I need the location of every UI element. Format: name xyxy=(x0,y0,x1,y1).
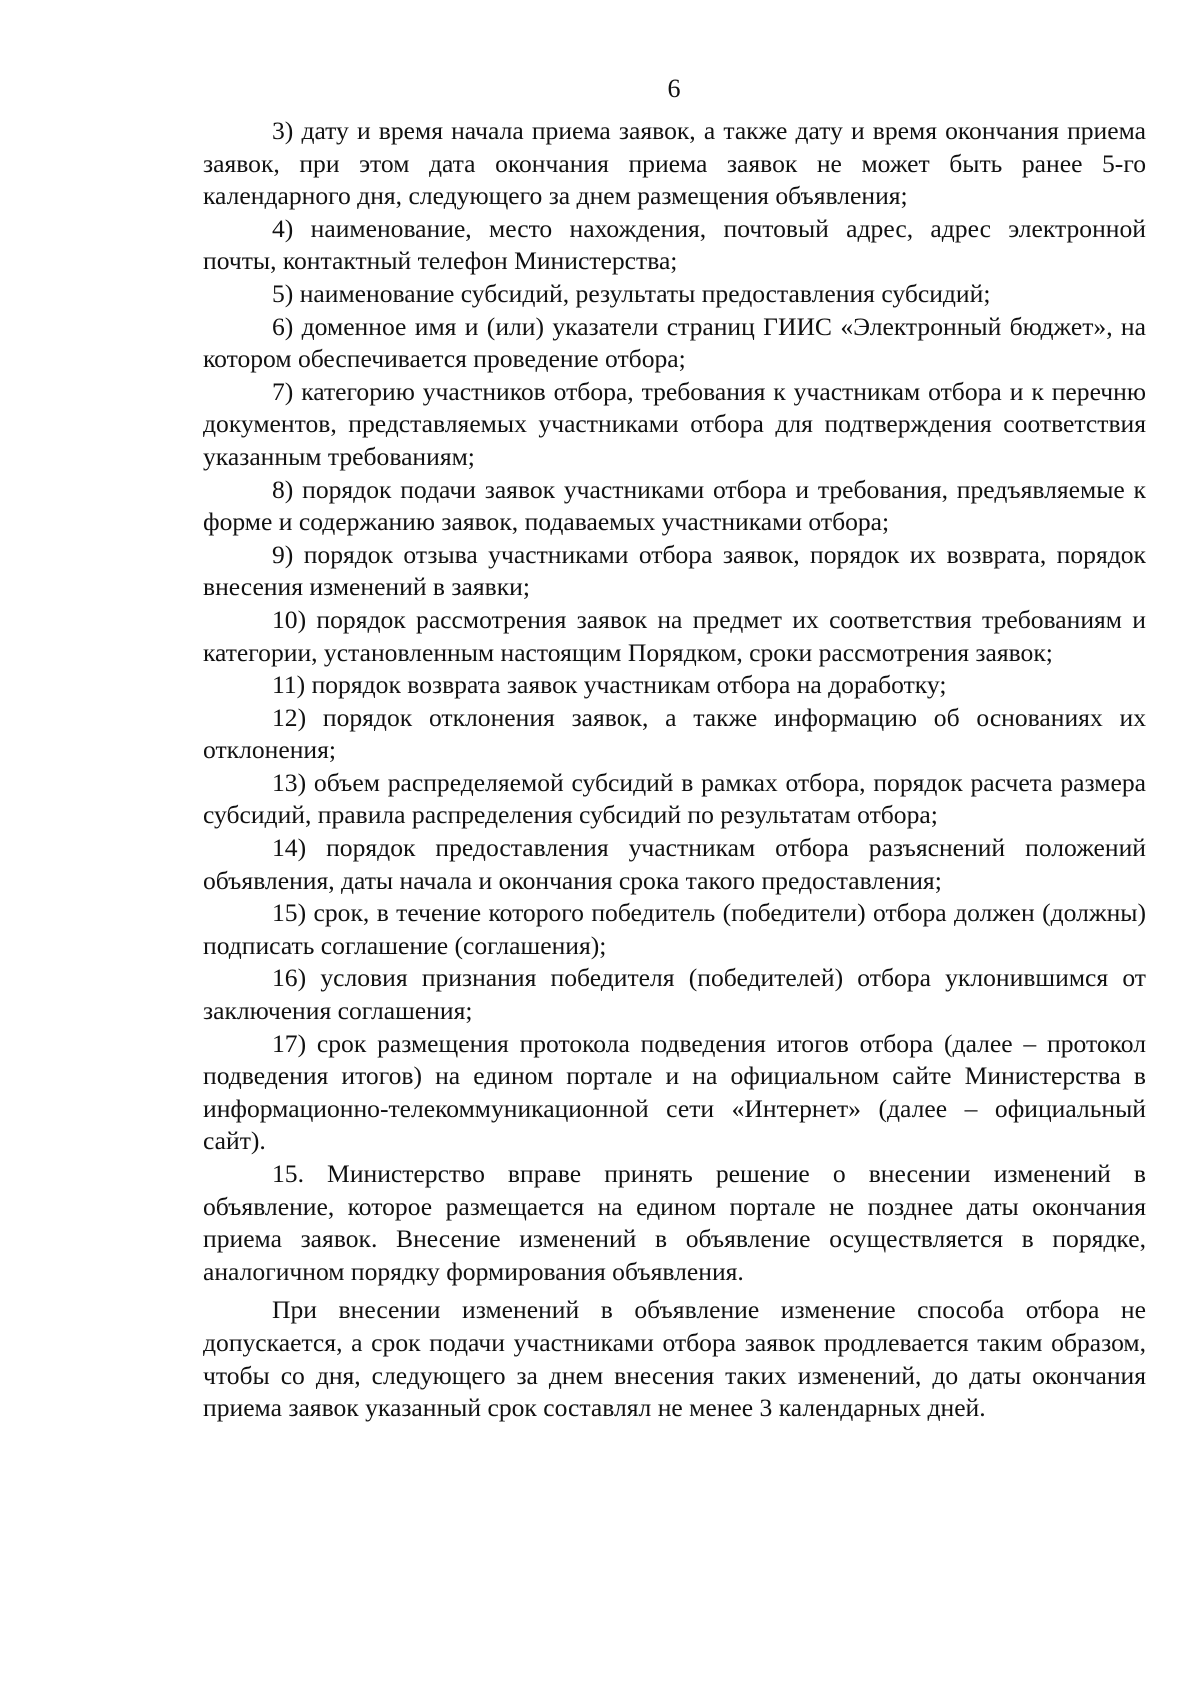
page-number: 6 xyxy=(667,74,681,103)
list-item-13: 13) объем распределяемой субсидий в рамках отбора, порядок расчета размера субсидий, правила распределения субсидий по результатам отбора; xyxy=(203,767,1146,830)
list-item-16: 16) условия признания победителя (победителей) отбора уклонившимся от заключения соглашения; xyxy=(203,963,1146,1026)
document-body xyxy=(203,115,1146,1425)
list-item-6: 6) доменное имя и (или) указатели страниц ГИИС «Электронный бюджет», на котором обеспечивается проведение отбора; xyxy=(203,311,1146,374)
list-item-3: 3) дату и время начала приема заявок, а также дату и время окончания приема заявок, при этом дата окончания приема заявок не может быть ранее 5-го календарного дня, следующего за днем размещения объявления; xyxy=(203,116,1146,211)
list-item-8: 8) порядок подачи заявок участниками отбора и требования, предъявляемые к форме и содержанию заявок, подаваемых участниками отбора; xyxy=(203,474,1146,537)
list-item-4: 4) наименование, место нахождения, почтовый адрес, адрес электронной почты, контактный телефон Министерства; xyxy=(203,213,1146,276)
list-item-11: 11) порядок возврата заявок участникам отбора на доработку; xyxy=(272,670,947,700)
list-item-17: 17) срок размещения протокола подведения итогов отбора (далее – протокол подведения итогов) на едином портале и на официальном сайте Министерства в информационно-телекоммуникационной сети «Интернет» (далее – официальный сайт). xyxy=(203,1028,1146,1156)
list-item-14: 14) порядок предоставления участникам отбора разъяснений положений объявления, даты начала и окончания срока такого предоставления; xyxy=(203,833,1146,895)
list-item-15: 15) срок, в течение которого победитель (победители) отбора должен (должны) подписать соглашение (соглашения); xyxy=(203,898,1146,960)
list-item-10: 10) порядок рассмотрения заявок на предмет их соответствия требованиям и категории, установленным настоящим Порядком, сроки рассмотрения заявок; xyxy=(203,604,1146,667)
closing-paragraph: При внесении изменений в объявление изменение способа отбора не допускается, а срок подачи участниками отбора заявок продлевается таким образом, чтобы со дня, следующего за днем внесения таких изменений, до даты окончания приема заявок указанный срок составлял не менее 3 календарных дней. xyxy=(203,1295,1146,1423)
list-item-5: 5) наименование субсидий, результаты предоставления субсидий; xyxy=(272,278,991,308)
list-item-7: 7) категорию участников отбора, требования к участникам отбора и к перечню документов, представляемых участниками отбора для подтверждения соответствия указанным требованиям; xyxy=(203,376,1146,471)
list-item-12: 12) порядок отклонения заявок, а также информацию об основаниях их отклонения; xyxy=(203,702,1146,765)
list-item-9: 9) порядок отзыва участниками отбора заявок, порядок их возврата, порядок внесения изменений в заявки; xyxy=(203,539,1146,602)
clause-15-paragraph: 15. Министерство вправе принять решение о внесении изменений в объявление, которое размещается на едином портале не позднее даты окончания приема заявок. Внесение изменений в объявление осуществляется в порядке, аналогичном порядку формирования объявления. xyxy=(203,1159,1146,1286)
